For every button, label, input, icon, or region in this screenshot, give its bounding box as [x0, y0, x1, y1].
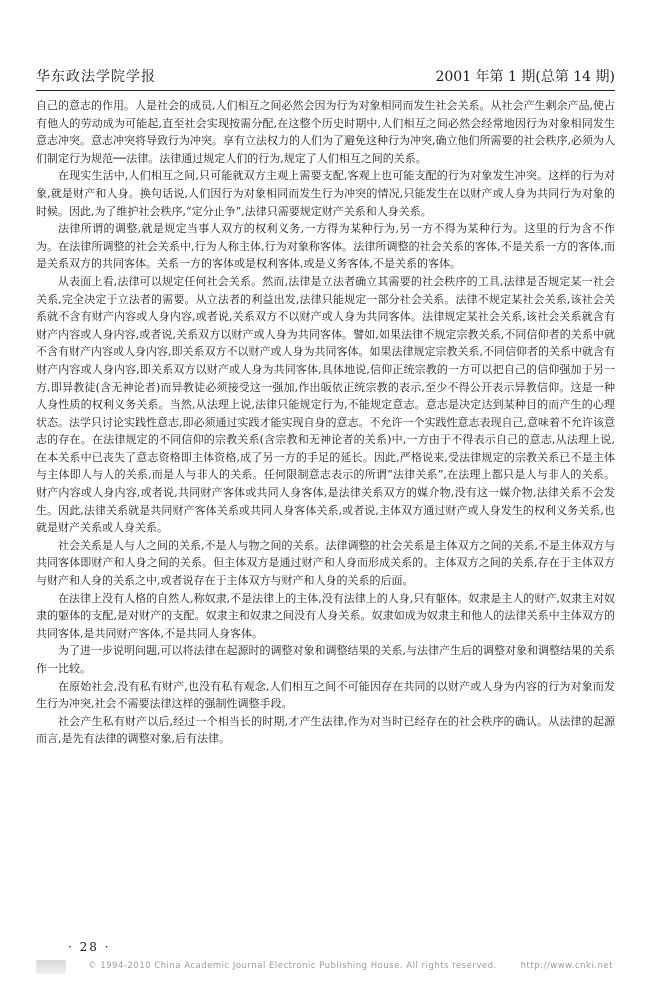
paragraph: 社会关系是人与人之间的关系,不是人与物之间的关系。法律调整的社会关系是主体双方之间的关系,不是主体双方与共同客体即财产和人身之间的关系。但主体双方是通过财产和人身而形成关系的。主体双方之间的关系,存在于主体双方与财产和人身的关系之中,或者说存在于主体双方与财产和人身的关系的后面。	[36, 538, 615, 588]
article-body	[36, 97, 615, 748]
cnki-logo-icon	[36, 960, 66, 974]
paragraph: 在原始社会,没有私有财产,也没有私有观念,人们相互之间不可能因存在共同的以财产或人身为内容的行为对象而发生行为冲突,社会不需要法律这样的强制性调整手段。	[36, 679, 615, 711]
issue-info: 2001 年第 1 期(总第 14 期)	[435, 69, 615, 85]
paragraph: 社会产生私有财产以后,经过一个相当长的时期,才产生法律,作为对当时已经存在的社会秩序的确认。从法律的起源而言,是先有法律的调整对象,后有法律。	[36, 714, 615, 746]
paragraph: 在法律上没有人格的自然人,称奴隶,不是法律上的主体,没有法律上的人身,只有躯体。奴隶是主人的财产,奴隶主对奴隶的躯体的支配,是对财产的支配。奴隶主和奴隶之间没有人身关系。奴隶如成为奴隶主和他人的法律关系中主体双方的共同客体,是共同财产客体,不是共同人身客体。	[36, 591, 615, 640]
footer-url[interactable]: http://www.cnki.net	[520, 961, 613, 971]
paragraph: 从表面上看,法律可以规定任何社会关系。然而,法律是立法者确立其需要的社会秩序的工具,法律是否规定某一社会关系,完全决定于立法者的需要。从立法者的利益出发,法律只能规定一部分社会关系。法律不规定某社会关系,该社会关系就不含有财产内容或人身内容,或者说,关系双方不以财产或人身为共同客体。法律规定某社会关系,该社会关系就含有财产内容或人身内容,或者说,关系双方以财产或人身为共同客体。譬如,如果法律不规定宗教关系,不同信仰者的关系中就不含有财产内容或人身内容,即关系双方不以财产或人身为共同客体。如果法律规定宗教关系,不同信仰者的关系中就含有财产内容或人身内容,即关系双方以财产或人身为共同客体,具体地说,信仰正统宗教的一方可以把自己的信仰强加于另一方,即异教徒(含无神论者)而异教徒必须接受这一强加,作出皈依正统宗教的表示,至少不得公开表示异教信仰。这是一种人身性质的权利义务关系。当然,从法理上说,法律只能规定行为,不能规定意志。意志是决定达到某种目的而产生的心理状态。法学只讨论实践性意志,即必须通过实践才能实现自身的意志。不允许一个实践性意志表现自己,意味着不允许该意志的存在。在法律规定的不同信仰的宗教关系(含宗教和无神论者的关系)中,一方由于不得表示自己的意志,从法理上说,在本关系中已丧失了意志资格即主体资格,成了另一方的手足的延长。因此,严格说来,受法律规定的宗教关系已不是主体与主体即人与人的关系,而是人与非人的关系。任何限制意志表示的所谓“法律关系”,在法理上都只是人与非人的关系。财产内容或人身内容,或者说,共同财产客体或共同人身客体,是法律关系双方的媒介物,没有这一媒介物,法律关系不会发生。因此,法律关系就是共同财产客体关系或共同人身客体关系,或者说,主体双方通过财产或人身发生的权利义务关系,也就是财产关系或人身关系。	[36, 274, 615, 535]
copyright-notice: © 1994-2010 China Academic Journal Electronic Publishing House. All rights reserved.	[88, 961, 497, 971]
journal-title: 华东政法学院学报	[36, 69, 156, 85]
paragraph: 在现实生活中,人们相互之间,只可能就双方主观上需要支配,客观上也可能支配的行为对象发生冲突。这样的行为对象,就是财产和人身。换句话说,人们因行为对象相同而发生行为冲突的情况,只能发生在以财产或人身为共同行为对象的时候。因此,为了维护社会秩序,“定分止争”,法律只需要规定财产关系和人身关系。	[36, 169, 615, 218]
footer	[36, 958, 615, 978]
paragraph: 为了进一步说明问题,可以将法律在起源时的调整对象和调整结果的关系,与法律产生后的调整对象和调整结果的关系作一比较。	[36, 644, 615, 675]
page-number: · 28 ·	[68, 940, 111, 954]
paragraph: 法律所谓的调整,就是规定当事人双方的权利义务,一方得为某种行为,另一方不得为某种行为。这里的行为含不作为。在法律所调整的社会关系中,行为人称主体,行为对象称客体。法律所调整的社会关系的客体,不是关系一方的客体,而是关系双方的共同客体。关系一方的客体或是权利客体,或是义务客体,不是关系的客体。	[36, 222, 615, 271]
running-header	[36, 66, 615, 91]
paragraph: 自己的意志的作用。人是社会的成员,人们相互之间必然会因为行为对象相同而发生社会关系。从社会产生剩余产品,使占有他人的劳动成为可能起,直至社会实现按需分配,在这整个历史时期中,人们相互之间必然会经常地因行为对象相同发生意志冲突。意志冲突将导致行为冲突。享有立法权力的人们为了避免这种行为冲突,确立他们所需要的社会秩序,必须为人们制定行为规范──法律。法律通过规定人们的行为,规定了人们相互之间的关系。	[36, 99, 615, 165]
